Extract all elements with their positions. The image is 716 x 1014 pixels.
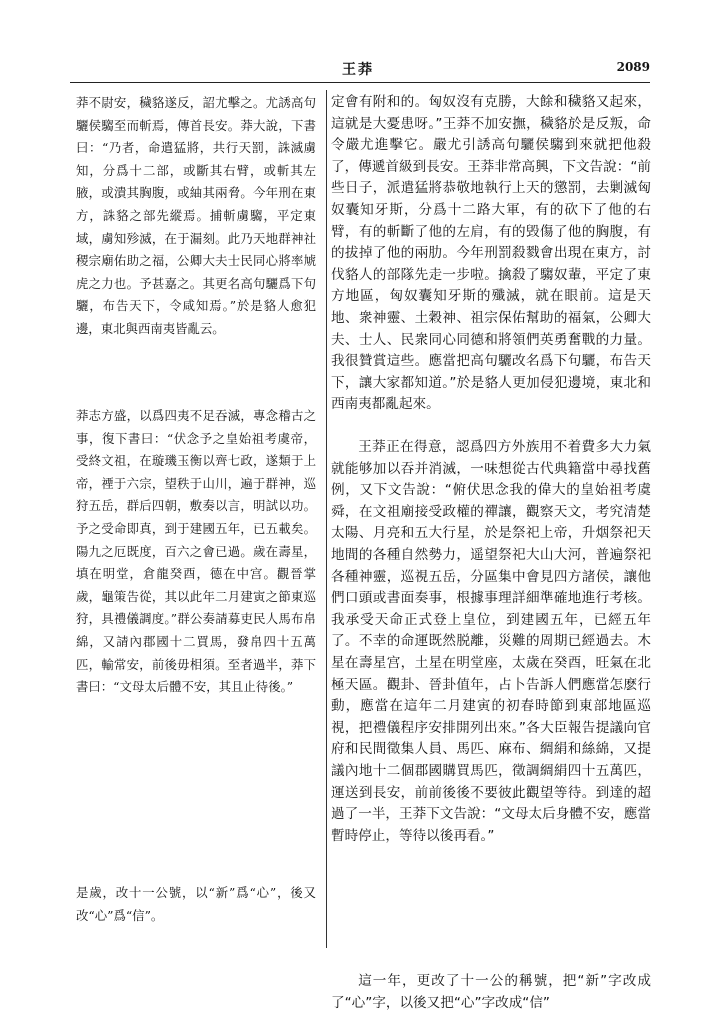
classical-paragraph: 莽志方盛，以爲四夷不足吞滅，專念稽古之事，復下書曰：“伏念予之皇始祖考虞帝，受終文祖，在璇璣玉衡以齊七政，遂類于上帝，禋于六宗，望秩于山川，遍于群神，巡狩五岳，群后四朝，敷奏以言，明試以功。予之受命即真，到于建國五年，已五載矣。陽九之厄既度，百六之會已過。歲在壽星，填在明堂，倉龍癸酉，德在中宫。觀晉掌歲，龜策告從，其以此年二月建寅之節東巡狩，具禮儀調度。”群公奏請募吏民人馬布帛綿，又請內郡國十二買馬，發帛四十五萬匹，輸常安，前後毋相須。至者過半，莽下書曰：“文母太后體不安，其且止待後。” <box>76 408 316 695</box>
translation-paragraph: 王莽正在得意，認爲四方外族用不着費多大力氣就能够加以吞并消滅，一味想從古代典籍當中尋找舊例，又下文告說：“俯伏思念我的偉大的皇始祖考虞舜，在文祖廟接受政權的禪讓，觀察天文，考究清楚太陽、月亮和五大行星，於是祭祀上帝，升烟祭祀天地間的各種自然勢力，遥望祭祀大山大河，普遍祭祀各種神靈，巡視五岳，分區集中會見四方諸侯，讓他們口頭或書面奏事，根據事理詳細準確地進行考核。我承受天命正式登上皇位，到建國五年，已經五年了。不幸的命運既然脱離，災難的周期已經過去。木星在壽星宫，土星在明堂座，太歲在癸酉，旺氣在北極天區。觀卦、晉卦值年，占卜告訴人們應當怎麽行動，應當在這年二月建寅的初春時節到東部地區巡視，把禮儀程序安排開列出來。”各大臣報告提議向官府和民間徵集人員、馬匹、麻布、綢絹和絲綿，又提議內地十二個郡國購買馬匹，徵調綢絹四十五萬匹，運送到長安，前前後後不要彼此觀望等待。到達的超過了一半，王莽下文告說：“文母太后身體不安，應當暫時停止，等待以後再看。” <box>331 439 651 844</box>
page-header <box>0 0 716 95</box>
column-divider <box>326 90 327 948</box>
header-rule <box>70 82 650 83</box>
page-number: 2089 <box>616 60 650 74</box>
running-title: 王莽 <box>342 62 374 78</box>
translation-paragraph: 這一年，更改了十一公的稱號，把“新”字改成了“心”字，以後又把“心”字改成“信” <box>331 973 651 1011</box>
classical-paragraph: 是歲，改十一公號，以“新”爲“心”，後又改“心”爲“信”。 <box>76 885 316 923</box>
classical-paragraph: 莽不尉安，穢貉遂反，詔尤擊之。尤誘高句驪侯騶至而斬焉，傳首長安。莽大說，下書曰：“乃者，命遣猛將，共行天罰，誅滅虜知，分爲十二部，或斷其右臂，或斬其左腋，或潰其胸腹，或紬其兩脅。今年刑在東方，誅貉之部先縱焉。捕斬虜騶，平定東域，虜知殄滅，在于漏刻。此乃天地群神社稷宗廟佑助之福，公卿大夫士民同心將率虓虎之力也。予甚嘉之。其更名高句驪爲下句驪，布告天下，令咸知焉。”於是貉人愈犯邊，東北與西南夷皆亂云。 <box>76 95 316 336</box>
translation-paragraph: 定會有附和的。匈奴沒有克勝，大餘和穢貉又起來，這就是大憂患呀。”王莽不加安撫，穢貉於是反叛，命令嚴尤進擊它。嚴尤引誘高句驪侯騶到來就把他殺了，傳遞首級到長安。王莽非常高興，下文告說：“前些日子，派遣猛將恭敬地執行上天的懲罰，去剿滅匈奴囊知牙斯，分爲十二路大軍，有的砍下了他的右臂，有的斬斷了他的左肩，有的毁傷了他的胸腹，有的拔掉了他的兩肋。今年刑罰殺戮會出現在東方，討伐貉人的部隊先走一步啦。擒殺了騶奴輩，平定了東方地區，匈奴囊知牙斯的殲滅，就在眼前。這是天地、衆神靈、土穀神、祖宗保佑幫助的福氣，公卿大夫、士人、民衆同心同德和將領們英勇奮戰的力量。我很贊賞這些。應當把高句驪改名爲下句驪，布告天下，讓大家都知道。”於是貉人更加侵犯邊境，東北和西南夷都亂起來。 <box>331 94 651 413</box>
